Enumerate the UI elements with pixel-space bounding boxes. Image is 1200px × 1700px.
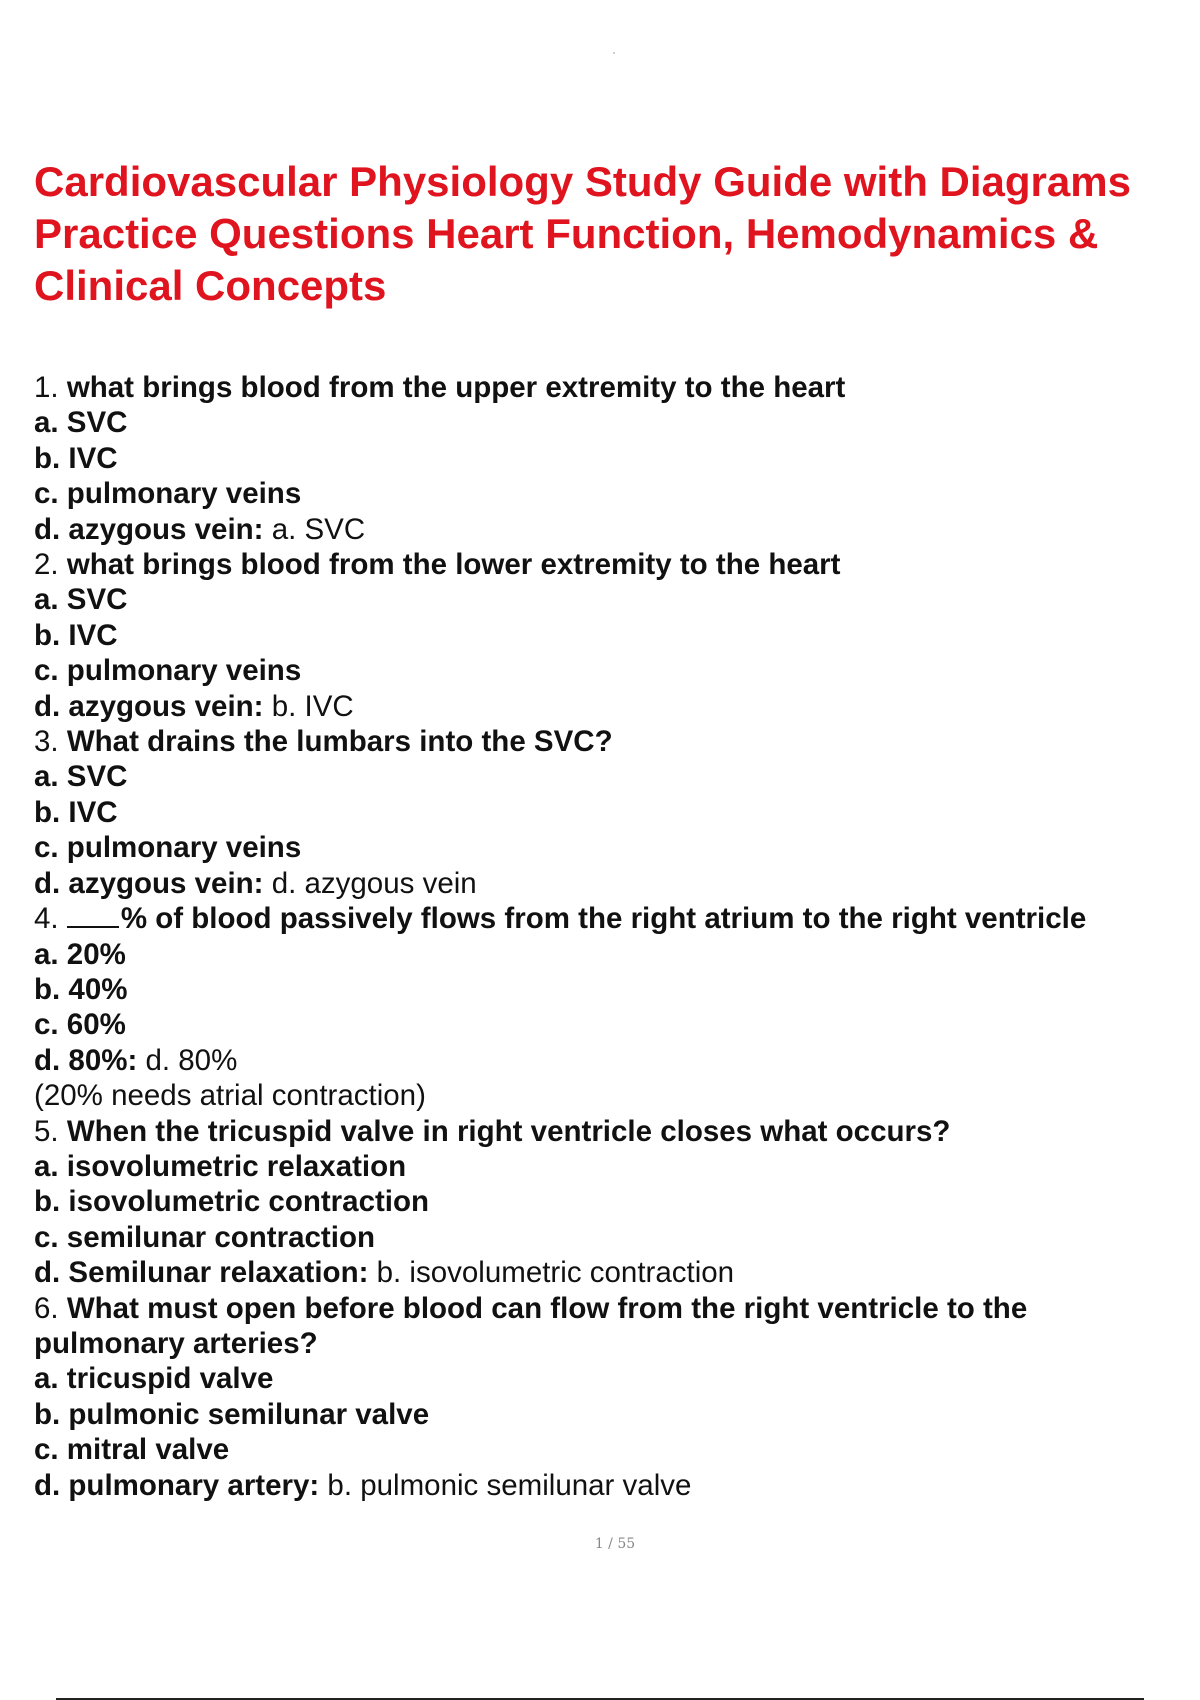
option-d: d. pulmonary artery: <box>34 1468 320 1502</box>
question-text-line-1: What must open before blood can flow from the right ventricle to the <box>66 1291 1028 1325</box>
question-5 <box>34 1114 1184 1149</box>
question-list <box>34 370 1184 1503</box>
option-c: c. pulmonary veins <box>34 831 302 865</box>
answer: b. IVC <box>263 689 354 723</box>
question-number: 2. <box>34 548 59 582</box>
option-d-with-answer <box>34 512 1184 547</box>
question-number: 5. <box>34 1114 59 1148</box>
option-a: a. tricuspid valve <box>34 1362 274 1396</box>
option-c: c. pulmonary veins <box>34 477 302 511</box>
option-d: d. 80%: <box>34 1043 138 1077</box>
option-c: c. 60% <box>34 1008 126 1042</box>
answer: a. SVC <box>263 512 366 546</box>
option-b: b. isovolumetric contraction <box>34 1185 430 1219</box>
option-c: c. mitral valve <box>34 1433 230 1467</box>
answer: d. 80% <box>137 1043 238 1077</box>
question-6 <box>34 1291 1184 1326</box>
option-d: d. azygous vein: <box>34 512 264 546</box>
title-line-2: Practice Questions Heart Function, Hemodynamics & <box>34 210 1099 257</box>
answer-note: (20% needs atrial contraction) <box>34 1079 426 1113</box>
option-d: d. Semilunar relaxation: <box>34 1256 369 1290</box>
fill-in-blank <box>67 902 119 928</box>
question-text: what brings blood from the upper extremity to the heart <box>66 371 846 404</box>
option-d-with-answer <box>34 1468 1184 1503</box>
question-2 <box>34 547 1184 582</box>
answer: b. pulmonic semilunar valve <box>319 1468 692 1502</box>
option-b: b. IVC <box>34 795 118 829</box>
question-number: 6. <box>34 1291 59 1325</box>
page-number: 1 / 55 <box>594 1536 636 1552</box>
option-d-with-answer <box>34 866 1184 901</box>
option-d: d. azygous vein: <box>34 866 264 900</box>
stray-mark <box>613 52 615 54</box>
option-d-with-answer <box>34 1043 1184 1078</box>
option-a: a. 20% <box>34 937 126 971</box>
option-b: b. IVC <box>34 618 118 652</box>
option-b: b. pulmonic semilunar valve <box>34 1397 430 1431</box>
question-text: what brings blood from the lower extremity to the heart <box>66 548 841 582</box>
option-a: a. SVC <box>34 406 128 440</box>
question-text-line-2: pulmonary arteries? <box>34 1326 318 1360</box>
answer: b. isovolumetric contraction <box>368 1256 735 1290</box>
option-c: c. pulmonary veins <box>34 654 302 688</box>
question-4 <box>34 901 1184 936</box>
option-c: c. semilunar contraction <box>34 1220 375 1254</box>
title-line-1: Cardiovascular Physiology Study Guide with Diagrams <box>34 158 1131 205</box>
answer: d. azygous vein <box>263 866 477 900</box>
question-text: What drains the lumbars into the SVC? <box>66 725 613 759</box>
option-b: b. IVC <box>34 441 118 475</box>
option-a: a. isovolumetric relaxation <box>34 1149 407 1183</box>
option-a: a. SVC <box>34 760 128 794</box>
document-title <box>34 156 1184 312</box>
question-text: When the tricuspid valve in right ventricle closes what occurs? <box>66 1114 951 1148</box>
question-number: 1. <box>34 371 59 404</box>
question-number: 4. <box>34 902 59 936</box>
option-d-with-answer <box>34 1255 1184 1290</box>
question-1 <box>34 370 1184 405</box>
question-3 <box>34 724 1184 759</box>
option-d-with-answer <box>34 689 1184 724</box>
question-text: % of blood passively flows from the right atrium to the right ventricle <box>120 902 1087 936</box>
title-line-3: Clinical Concepts <box>34 262 387 309</box>
option-d: d. azygous vein: <box>34 689 264 723</box>
question-number: 3. <box>34 725 59 759</box>
option-a: a. SVC <box>34 583 128 617</box>
option-b: b. 40% <box>34 972 128 1006</box>
